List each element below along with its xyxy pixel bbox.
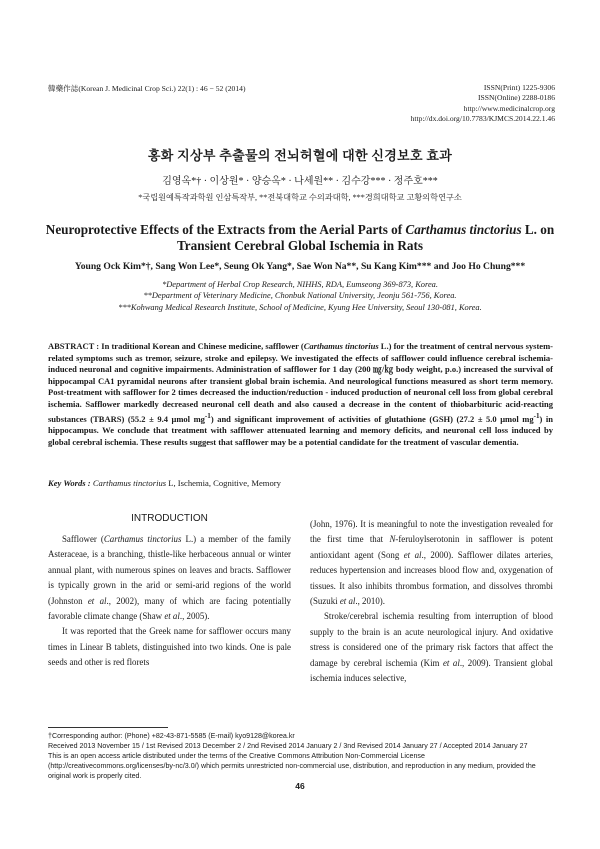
abstract-text: In traditional Korean and Chinese medicine, safflower ( (99, 341, 304, 351)
footnote-divider (48, 727, 168, 728)
text-etal: et al (403, 549, 422, 560)
text-run: (John, 1976). It is meaningful to note the investigation revealed for the first time that (310, 519, 553, 545)
korean-affiliations: *국립원예특작과학원 인삼특작부, **전북대학교 수의과대학, ***경희대학교 고황의학연구소 (138, 193, 462, 202)
korean-authors: 김영옥*† · 이상원* · 양승옥* · 나세원** · 김수강*** · 정주호*** (162, 176, 438, 187)
title-text-1: Neuroprotective Effects of the Extracts from the Aerial Parts of (45, 222, 406, 237)
keywords-label: Key Words : (48, 478, 91, 488)
text-run: ., 2005). (179, 611, 210, 622)
text-run: ., 2000). Safflower dilates arteries, reduces hypertension and increases blood flow and, oxygenation of tissues. It also inhibits thrombus formation, and dissolves thrombi (Suzuki (310, 549, 553, 607)
journal-citation: 韓藥作誌(Korean J. Medicinal Crop Sci.) 22(1) : 46 − 52 (2014) (48, 84, 246, 93)
body-paragraph (310, 517, 553, 609)
affiliation-2: **Department of Veterinary Medicine, Chonbuk National University, Jeonju 561-756, Korea. (143, 291, 457, 301)
title-text-2: L. on Transient Cerebral Global Ischemia in Rats (176, 222, 555, 253)
text-run: ., 2009). Transient global ischemia induces selective, (310, 657, 553, 684)
issn-print: ISSN(Print) 1225-9306 (483, 83, 555, 92)
license-notice: This is an open access article distributed under the terms of the Creative Commons Attribution Non-Commercial License (http://creativecommons.org/licenses/by-nc/3.0/) which permits unrestricted non-commercial use, distribution, and reproduction in any medium, provided the original work is properly cited. (48, 752, 536, 780)
text-run: Stroke/cerebral ischemia resulting from interruption of blood supply to the brain is an acute neurological injury. And oxidative stress is considered one of the primary risk factors that affect the damage by cerebral ischemia (Kim (310, 611, 553, 668)
title-species: Carthamus tinctorius (405, 222, 522, 237)
text-run: ., 2010). (355, 596, 385, 607)
text-run: ., 2002), many of which are facing potentially favorable climate change (Shaw (48, 595, 291, 622)
text-etal: et al (164, 611, 180, 622)
body-paragraph: It was reported that the Greek name for safflower occurs many times in Linear B tablets, distinguished into two kinds. One is pale seeds and other is red florets (48, 626, 291, 668)
text-species: Carthamus tinctorius (103, 534, 182, 544)
body-column-right (310, 517, 553, 686)
keywords-list: L, Ischemia, Cognitive, Memory (166, 478, 281, 488)
abstract-superscript: -1 (533, 411, 540, 420)
body-paragraph (310, 609, 553, 686)
text-etal: et al (442, 657, 460, 668)
issn-online: ISSN(Online) 2288-0186 (478, 93, 555, 103)
affiliation-1: *Department of Herbal Crop Research, NIHHS, RDA, Eumseong 369-873, Korea. (162, 280, 438, 289)
abstract-superscript: -1 (204, 411, 211, 420)
english-affiliations (20, 279, 580, 313)
english-authors: Young Ock Kim*†, Sang Won Lee*, Seung Ok Yang*, Sae Won Na**, Su Kang Kim*** and Joo Ho Chung*** (74, 261, 526, 272)
english-title (20, 222, 580, 254)
journal-identifiers (411, 83, 555, 125)
text-italic: N (389, 534, 396, 545)
abstract-label: ABSTRACT : (48, 341, 100, 351)
abstract-text: ) in hippocampus. We conclude that treatment with safflower attenuated learning and memory deficits, and neuronal cell loss induced by global cerebral ischemia. These results suggest that safflower may be a potential candidate for the treatment of vascular dementia. (48, 413, 554, 447)
abstract-species: Carthamus tinctorius (303, 341, 379, 351)
abstract-text: L.) for the treatment of central nervous system-related symptoms such as tremor, seizure, stroke and epilepsy. We investigated the effects of safflower could influence cerebral ischemia-induced neuronal and cognitive impairments. Administration of safflower for 1 day (200 ㎎/㎏ body weight, p.o.) increased the survival of hippocampal CA1 pyramidal neurons after transient global brain ischemia. And neurological functions measured as short term memory. Post-treatment with safflower for 2 times decreased the induction/reduction - induced production of neuronal cell loss from global cerebral ischemia. Safflower markedly decreased neuronal cell death and also caused a decrease in the content of thiobarbituric acid-reacting substances (TBARS) (55.2 ± 9.4 μmol mg (48, 341, 553, 424)
page-number: 46 (295, 781, 305, 791)
body-paragraph (48, 532, 291, 624)
corresponding-author: †Corresponding author: (Phone) +82-43-871-5585 (E-mail) kyo9128@korea.kr (48, 732, 295, 740)
abstract (48, 341, 553, 448)
keywords-species: Carthamus tinctorius (92, 478, 167, 488)
text-run: Safflower ( (62, 534, 104, 544)
text-etal: et al (339, 596, 356, 607)
keywords (48, 478, 281, 488)
abstract-text: ) and significant improvement of activities of glutathione (GSH) (27.2 ± 5.0 μmol mg (210, 413, 534, 424)
received-dates: Received 2013 November 15 / 1st Revised 2013 December 2 / 2nd Revised 2014 January 2 / 3nd Revised 2014 January 27 / Accepted 2014 January 27 (48, 742, 528, 750)
body-column-left (48, 532, 291, 671)
text-etal: et al (87, 595, 107, 606)
introduction-heading: INTRODUCTION (131, 513, 208, 524)
footnote (48, 731, 553, 781)
text-run: L.) a member of the family Asteraceae, is a branching, thistle-like herbaceous annual or winter annual plant, with numerous spines on leaves and bracts. Safflower is typically grown in the arid or semi-arid regions of the world (Johnston (48, 534, 291, 606)
text-run: -feruloylserotonin in safflower is potent antioxidant agent (Song (310, 534, 553, 560)
korean-title: 홍화 지상부 추출물의 전뇌허혈에 대한 신경보호 효과 (147, 148, 453, 163)
affiliation-3: ***Kohwang Medical Research Institute, School of Medicine, Kyung Hee University, Seoul 130-081, Korea. (118, 302, 482, 312)
journal-url[interactable]: http://www.medicinalcrop.org (463, 103, 555, 113)
doi-link[interactable]: http://dx.doi.org/10.7783/KJMCS.2014.22.1.46 (410, 114, 555, 124)
